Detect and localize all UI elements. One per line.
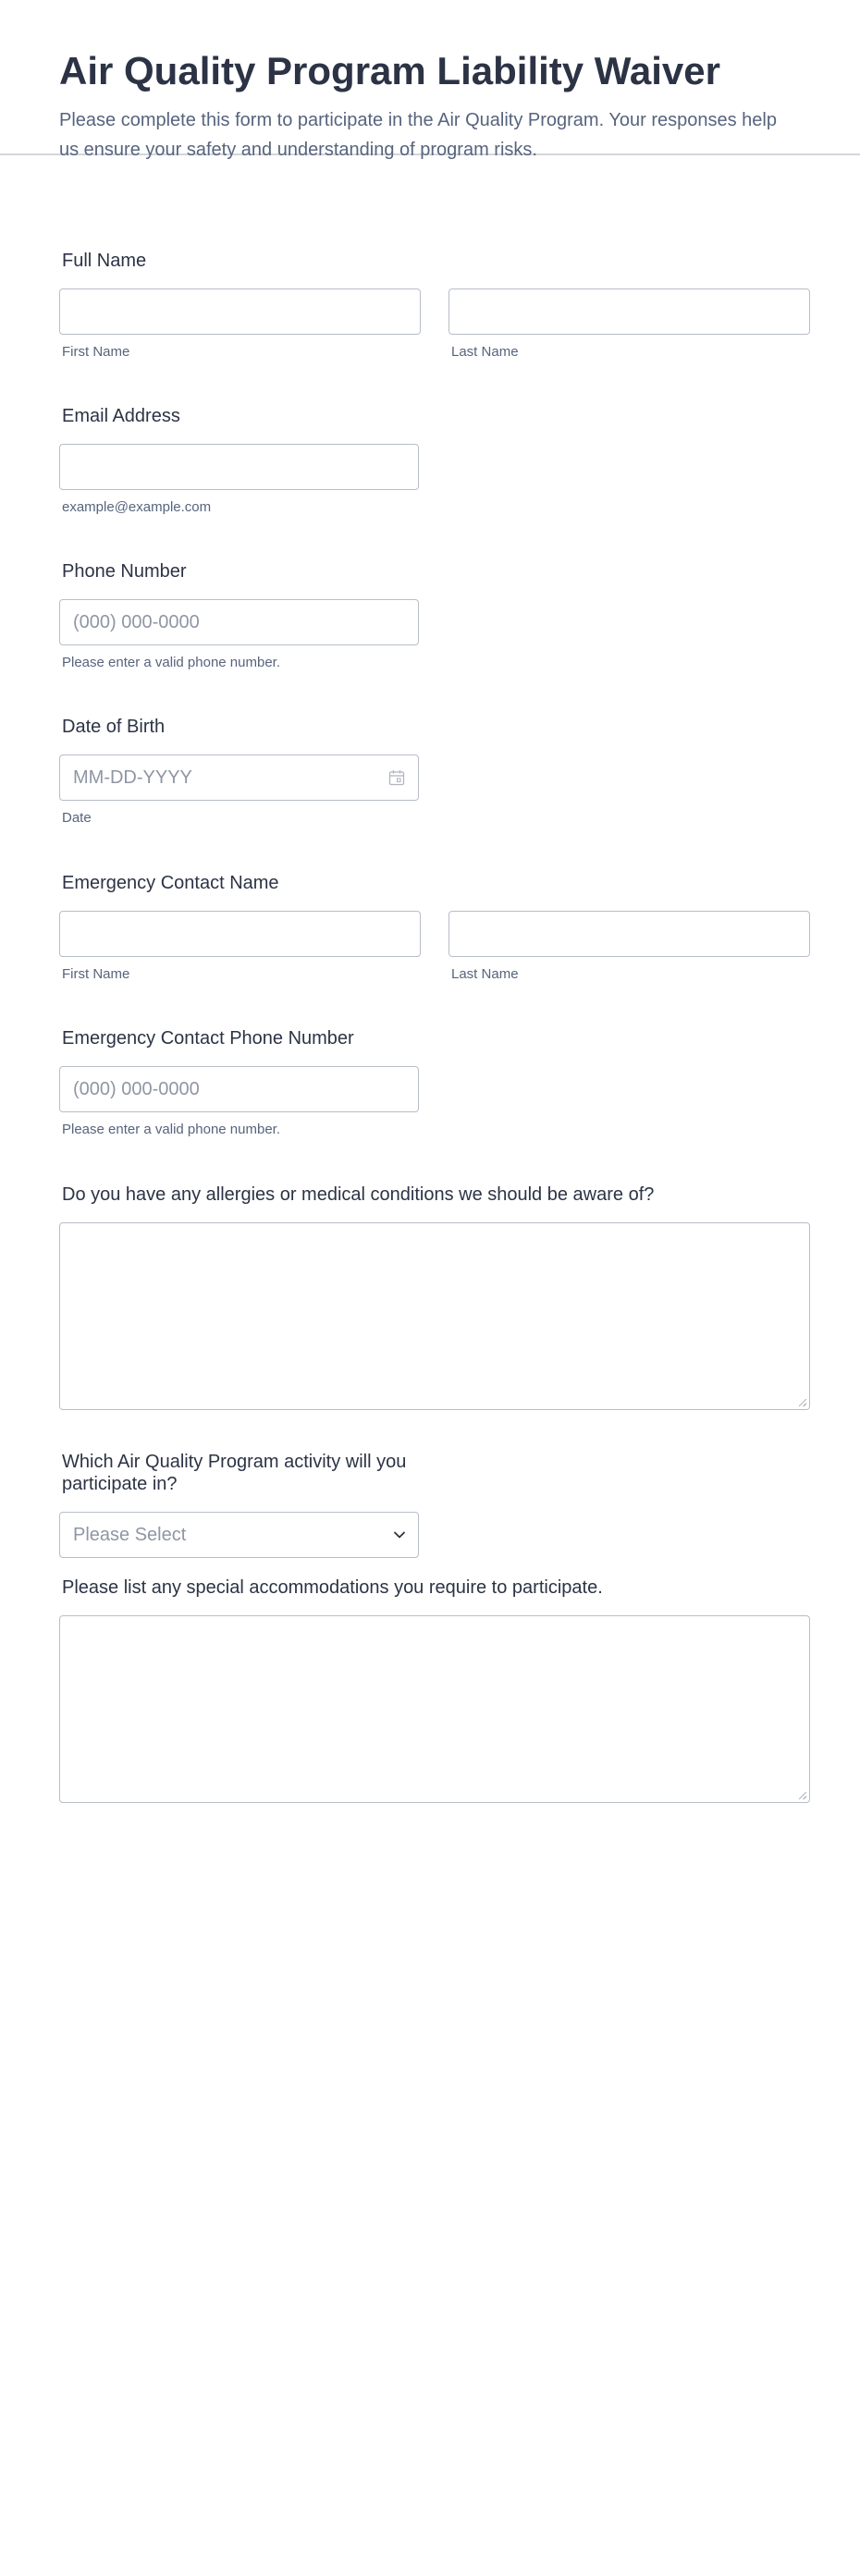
- last-name-sublabel: Last Name: [451, 344, 519, 360]
- activity-label: Which Air Quality Program activity will you participate in?: [62, 1452, 407, 1494]
- dob-placeholder: MM-DD-YYYY: [73, 767, 192, 788]
- emergency-name-field: [59, 872, 810, 982]
- activity-select[interactable]: [59, 1512, 419, 1558]
- allergies-field: [59, 1184, 810, 1410]
- first-name-sublabel: First Name: [62, 344, 130, 360]
- emergency-last-name-input[interactable]: [448, 911, 810, 957]
- full-name-field: [59, 250, 810, 360]
- resize-handle-icon[interactable]: [799, 1399, 806, 1406]
- phone-field: [59, 560, 420, 670]
- email-input[interactable]: [59, 444, 419, 490]
- emergency-name-label: Emergency Contact Name: [62, 873, 279, 893]
- dob-sublabel: Date: [62, 810, 92, 826]
- email-field: [59, 405, 420, 515]
- dob-input[interactable]: [59, 754, 419, 801]
- emergency-phone-placeholder: (000) 000-0000: [73, 1078, 200, 1099]
- allergies-textarea[interactable]: [59, 1222, 810, 1410]
- phone-sublabel: Please enter a valid phone number.: [62, 655, 280, 670]
- accommodations-field: [59, 1576, 810, 1803]
- page-title: Air Quality Program Liability Waiver: [59, 49, 720, 92]
- emergency-first-name-sublabel: First Name: [62, 966, 130, 982]
- emergency-phone-input[interactable]: [59, 1066, 419, 1112]
- activity-placeholder: Please Select: [73, 1524, 187, 1545]
- emergency-first-name-input[interactable]: [59, 911, 421, 957]
- emergency-phone-sublabel: Please enter a valid phone number.: [62, 1122, 280, 1137]
- form-header: [0, 0, 860, 160]
- activity-field: [59, 1451, 420, 1558]
- phone-input[interactable]: [59, 599, 419, 645]
- phone-label: Phone Number: [62, 561, 187, 582]
- email-sublabel: example@example.com: [62, 499, 212, 515]
- accommodations-label: Please list any special accommodations you require to participate.: [62, 1577, 603, 1598]
- email-label: Email Address: [62, 406, 180, 426]
- dob-field: [59, 716, 420, 826]
- page-subtitle: Please complete this form to participate in the Air Quality Program. Your responses help us ensure your safety and understanding of program risks.: [59, 110, 777, 160]
- dob-label: Date of Birth: [62, 717, 166, 737]
- calendar-icon[interactable]: [388, 769, 405, 786]
- accommodations-textarea[interactable]: [59, 1615, 810, 1803]
- emergency-last-name-sublabel: Last Name: [451, 966, 519, 982]
- emergency-phone-label: Emergency Contact Phone Number: [62, 1028, 354, 1049]
- first-name-input[interactable]: [59, 288, 421, 335]
- allergies-label: Do you have any allergies or medical conditions we should be aware of?: [62, 1184, 655, 1205]
- last-name-input[interactable]: [448, 288, 810, 335]
- resize-handle-icon[interactable]: [799, 1792, 806, 1799]
- full-name-label: Full Name: [62, 251, 147, 271]
- chevron-down-icon: [392, 1527, 407, 1542]
- phone-placeholder: (000) 000-0000: [73, 611, 200, 632]
- emergency-phone-field: [59, 1027, 420, 1137]
